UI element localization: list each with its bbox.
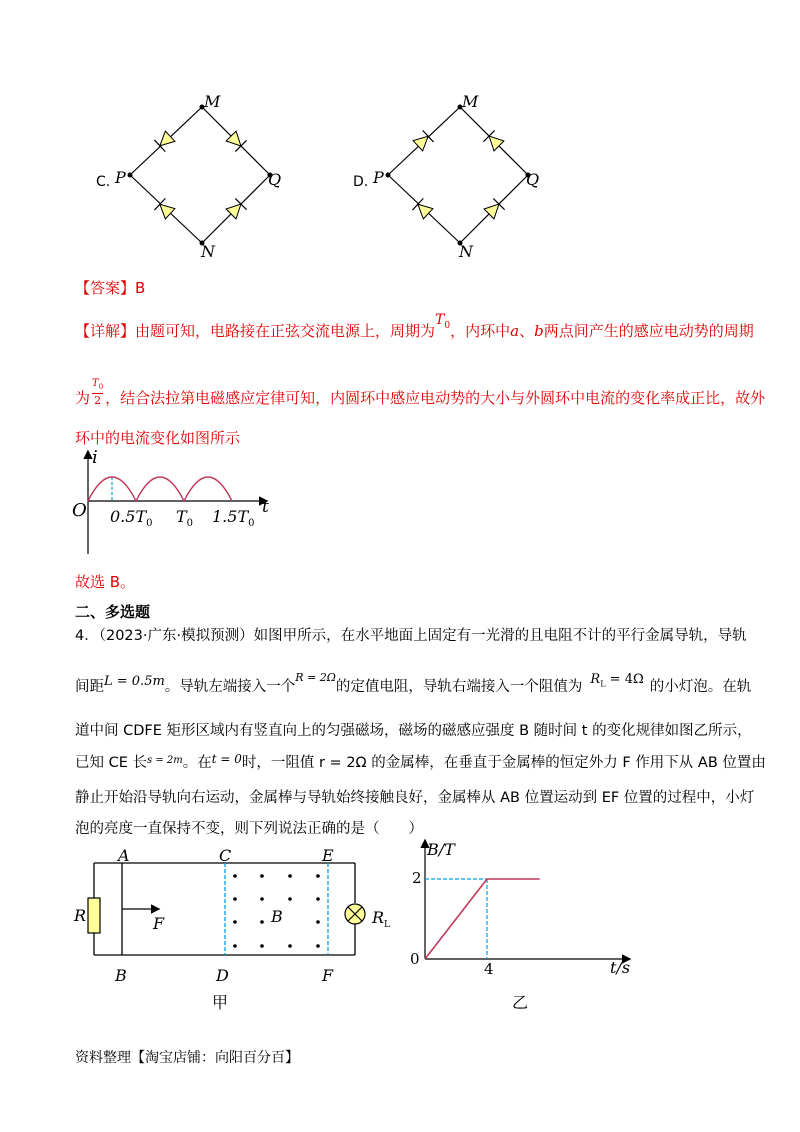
option-c-diagram	[110, 90, 290, 260]
node-label-p: P	[373, 168, 384, 187]
node-label-m: M	[462, 92, 479, 111]
eq-t: t = 0	[211, 752, 242, 766]
circuit-diagram	[70, 858, 390, 968]
question-line-5: 静止开始沿导轨向右运动，金属棒与导轨始终接触良好，金属棒从 AB 位置运动到 EF 位置的过程中，小灯	[75, 790, 755, 806]
b-graph-y-axis-label: B/T	[427, 840, 455, 859]
period-fraction: $\frac{T_0}{2}$	[92, 378, 104, 407]
b-graph-caption: 乙	[512, 993, 529, 1012]
detail-line-1: 【详解】由题可知，电路接在正弦交流电源上，周期为$T_0$，内环中a、b两点间产生的感应电动势的周期	[75, 312, 754, 340]
axis-label-t: t	[262, 497, 269, 517]
question-source: （2023·广东·模拟预测）	[98, 628, 254, 644]
circuit-label-a: A	[118, 846, 130, 865]
section-title: 二、多选题	[75, 603, 151, 621]
question-number: 4．	[75, 628, 99, 644]
circuit-label-r: R	[74, 906, 87, 925]
tick-label-t0: $T_0$	[176, 507, 194, 530]
circuit-label-b: B	[115, 966, 127, 985]
tick-label-1-5t0: $1.5T_0$	[212, 507, 255, 530]
circuit-label-e: E	[322, 846, 334, 865]
node-label-n: N	[459, 242, 473, 261]
circuit-label-f: F	[322, 966, 334, 985]
b-graph-x-tick: 4	[484, 960, 494, 978]
b-graph-origin: 0	[410, 950, 420, 968]
axis-label-i: i	[92, 447, 98, 468]
footer-text: 资料整理【淘宝店铺：向阳百分百】	[75, 1050, 299, 1066]
option-d-letter: D.	[353, 174, 369, 190]
question-line-6: 泡的亮度一直保持不变，则下列说法正确的是（ ）	[75, 821, 423, 837]
node-label-m: M	[204, 92, 221, 111]
option-d-diagram	[368, 90, 548, 260]
node-label-q: Q	[268, 170, 282, 189]
eq-rl: $R_L = 4\Omega$	[590, 672, 644, 689]
question-line-4: 已知 CE 长$^{s = 2m}$。在$^{t = 0}$时，一阻值 r = 2Ω 的金属棒，在垂直于金属棒的恒定外力 F 作用下从 AB 位置由	[75, 752, 766, 771]
detail-tag: 【详解】	[75, 322, 136, 340]
node-label-p: P	[115, 168, 126, 187]
b-graph-x-axis-label: t/s	[610, 958, 631, 977]
origin-label: O	[72, 500, 87, 521]
answer-line: 【答案】B	[75, 279, 146, 297]
detail-line-3: 环中的电流变化如图所示	[75, 429, 241, 447]
circuit-caption: 甲	[212, 993, 229, 1012]
lamp-icon	[345, 904, 365, 924]
circuit-label-c: C	[219, 846, 232, 865]
conclusion-line: 故选 B。	[75, 573, 136, 591]
circuit-label-field: B	[271, 907, 283, 926]
detail-line-2: 为 $\frac{T_0}{2}$ ，结合法拉第电磁感应定律可知，内圆环中感应电动势的大小与外圆环中电流的变化率成正比，故外	[75, 378, 766, 407]
node-label-n: N	[201, 242, 215, 261]
eq-s: s = 2m	[147, 755, 183, 766]
resistor-icon	[88, 898, 100, 933]
tick-label-0-5t0: $0.5T_0$	[110, 507, 153, 530]
eq-r: R = 2Ω	[295, 671, 336, 684]
question-line-3: 道中间 CDFE 矩形区域内有竖直向上的匀强磁场，磁场的磁感应强度 B 随时间 t 的变化规律如图乙所示，	[75, 723, 752, 739]
node-label-q: Q	[526, 170, 540, 189]
question-line-1: 4．（2023·广东·模拟预测）如图甲所示，在水平地面上固定有一光滑的且电阻不计的平行金属导轨，导轨	[75, 628, 747, 644]
b-graph-y-tick: 2	[412, 869, 422, 887]
circuit-label-rl: $R_L$	[372, 908, 391, 931]
eq-l: L = 0.5m	[104, 674, 165, 689]
circuit-label-force: F	[153, 914, 165, 933]
circuit-label-d: D	[216, 966, 229, 985]
b-graph-series-line	[425, 879, 540, 959]
option-c-letter: C.	[96, 174, 111, 190]
question-line-2: 间距L = 0.5m。导轨左端接入一个$^{R = 2\Omega}$的定值电阻，导轨右端接入一个阻值为 $R_L = 4\Omega$ 的小灯泡。在轨	[75, 671, 752, 695]
period-symbol: $T_0$	[435, 312, 451, 331]
current-graph	[70, 448, 280, 558]
